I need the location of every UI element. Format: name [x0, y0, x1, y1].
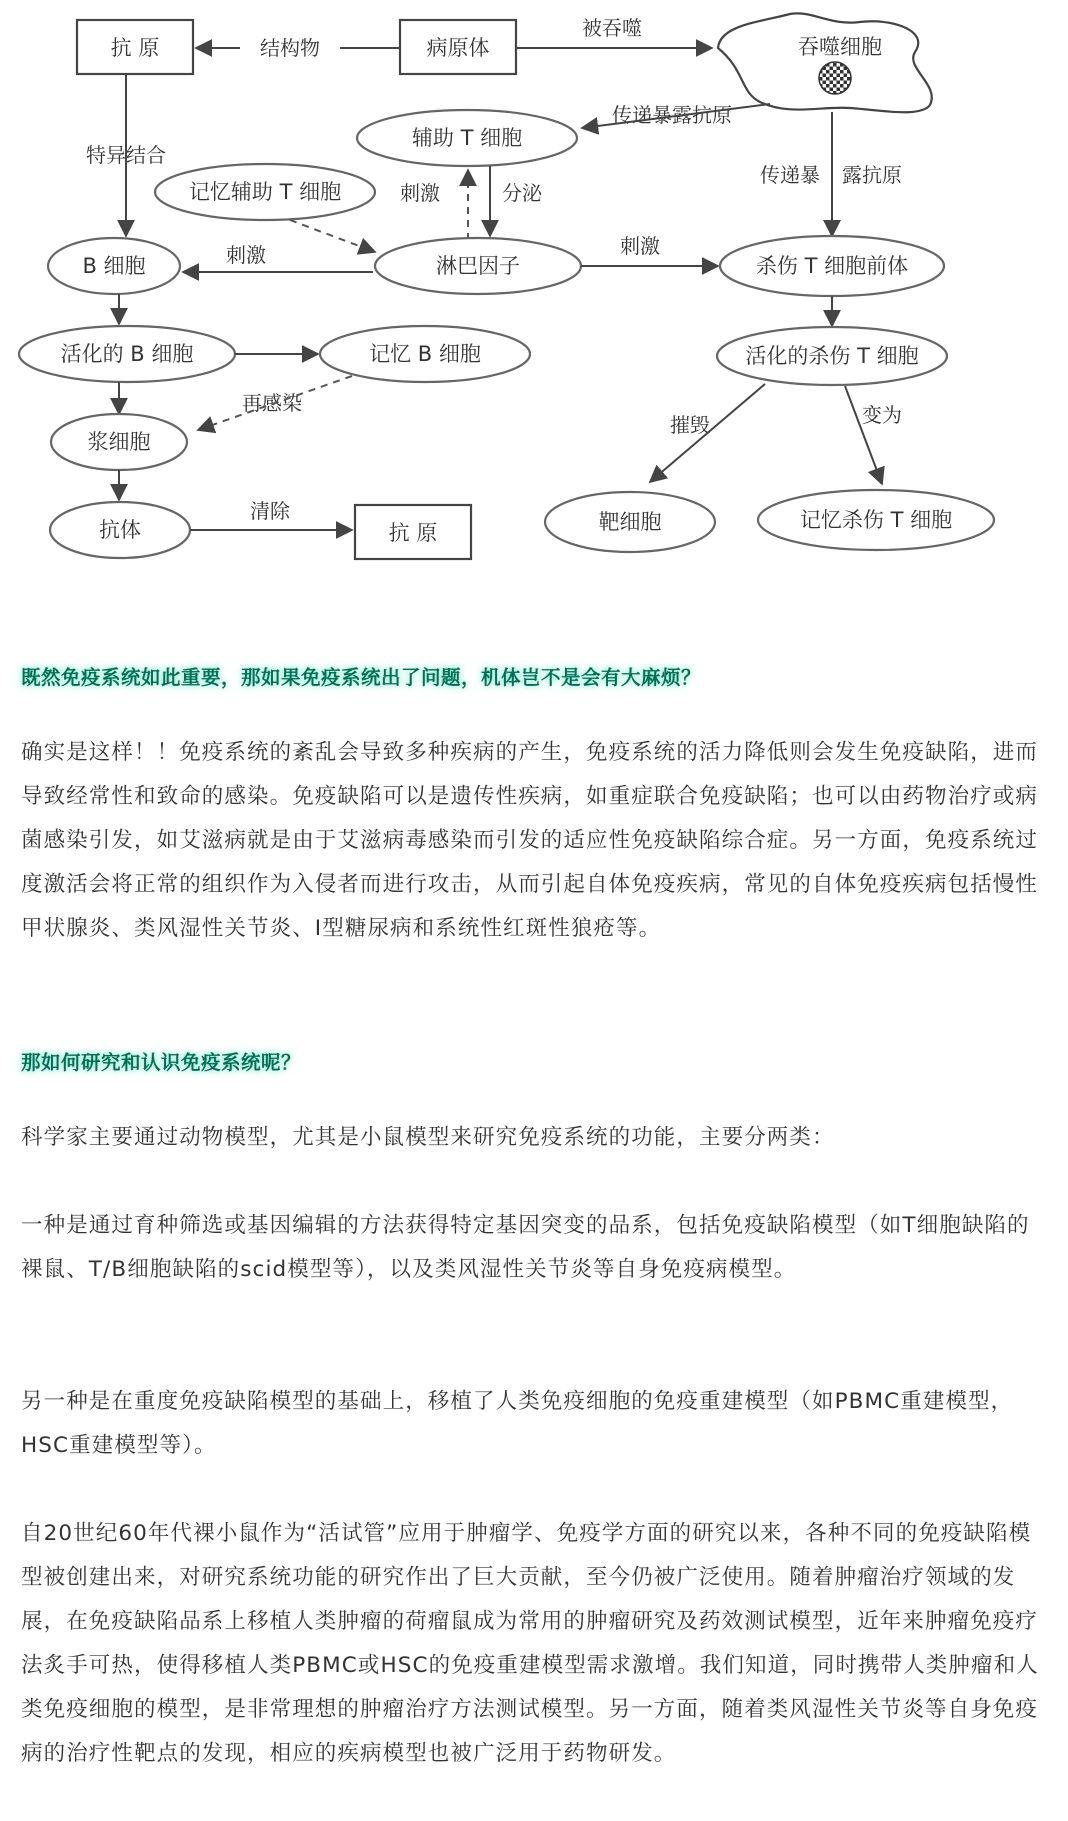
structure-label: 结构物 [260, 36, 320, 60]
paragraph-mutant-models: 一种是通过育种筛选或基因编辑的方法获得特定基因突变的品系，包括免疫缺陷模型（如T细胞缺陷的裸鼠、T/B细胞缺陷的scid模型等），以及类风湿性关节炎等自身免疫病模型。 [21, 1213, 1030, 1282]
stimulate-label-2: 刺激 [226, 243, 266, 267]
plasma-cell-label: 浆细胞 [87, 430, 151, 454]
secrete-label: 分泌 [502, 181, 542, 205]
paragraph-immune-disorders: 确实是这样！！免疫系统的紊乱会导致多种疾病的产生，免疫系统的活力降低则会发生免疫缺陷，进而导致经常性和致命的感染。免疫缺陷可以是遗传性疾病，如重症联合免疫缺陷；也可以由药物治疗或病菌感染引发，如艾滋病就是由于艾滋病毒感染而引发的适应性免疫缺陷综合症。另一方面，免疫系统过度激活会将正常的组织作为入侵者而进行攻击，从而引起自体免疫疾病，常见的自体免疫疾病包括慢性甲状腺炎、类风湿性关节炎、I型糖尿病和系统性红斑性狼疮等。 [21, 740, 1039, 941]
immune-response-diagram [0, 0, 1068, 610]
b-cell-label: B 细胞 [82, 254, 146, 278]
phagocyte-label: 吞噬细胞 [798, 35, 882, 59]
specific-binding-label: 特异结合 [86, 143, 166, 167]
stimulate-label-3: 刺激 [620, 234, 660, 258]
arrow-killer-to-target [650, 384, 765, 482]
antigen-top-label: 抗 原 [110, 36, 160, 60]
memory-killer-t-label: 记忆杀伤 T 细胞 [799, 508, 953, 532]
dash-memory-helper-to-lymphokine [290, 220, 375, 252]
arrow-killer-to-memory-killer [845, 386, 882, 484]
paragraph-history: 自20世纪60年代裸小鼠作为“活试管”应用于肿瘤学、免疫学方面的研究以来，各种不同的免疫缺陷模型被创建出来，对研究系统功能的研究作出了巨大贡献，至今仍被广泛使用。随着肿瘤治疗领域的发展，在免疫缺陷品系上移植人类肿瘤的荷瘤鼠成为常用的肿瘤研究及药效测试模型，近年来肿瘤免疫疗法炙手可热，使得移植人类PBMC或HSC的免疫重建模型需求激增。我们知道，同时携带人类肿瘤和人类免疫细胞的模型，是非常理想的肿瘤治疗方法测试模型。另一方面，随着类风湿性关节炎等自身免疫病的治疗性靶点的发现，相应的疾病模型也被广泛用于药物研发。 [21, 1521, 1039, 1766]
activated-b-label: 活化的 B 细胞 [60, 342, 194, 366]
clear-label: 清除 [250, 499, 290, 523]
present-exposed-label-1: 传递暴露抗原 [612, 103, 732, 127]
dash-memory-b-to-plasma [198, 376, 352, 430]
present-exposed-label-2a: 传递暴 [760, 163, 820, 187]
memory-helper-t-label: 记忆辅助 T 细胞 [188, 180, 342, 204]
pathogen-label: 病原体 [426, 36, 490, 60]
question-heading-1: 既然免疫系统如此重要，那如果免疫系统出了问题，机体岂不是会有大麻烦？ [21, 666, 702, 689]
stimulate-label-1: 刺激 [400, 181, 440, 205]
helper-t-label: 辅助 T 细胞 [411, 126, 523, 150]
memory-b-label: 记忆 B 细胞 [369, 342, 481, 366]
become-label: 变为 [862, 403, 902, 427]
antibody-label: 抗体 [99, 518, 141, 542]
present-exposed-label-2b: 露抗原 [842, 163, 902, 187]
phagocyte-nucleus [819, 62, 851, 94]
question-heading-2: 那如何研究和认识免疫系统呢？ [21, 1051, 302, 1074]
phagocyte-shape [718, 13, 932, 112]
killer-t-precursor-label: 杀伤 T 细胞前体 [755, 254, 909, 278]
paragraph-animal-models-intro: 科学家主要通过动物模型，尤其是小鼠模型来研究免疫系统的功能，主要分两类： [21, 1125, 835, 1150]
target-cell-label: 靶细胞 [598, 510, 662, 534]
paragraph-reconstruction-models: 另一种是在重度免疫缺陷模型的基础上，移植了人类免疫细胞的免疫重建模型（如PBMC重建模型，HSC重建模型等）。 [21, 1389, 1014, 1458]
lymphokine-label: 淋巴因子 [436, 254, 520, 278]
destroy-label: 摧毁 [670, 413, 710, 437]
activated-killer-t-label: 活化的杀伤 T 细胞 [745, 344, 919, 368]
phagocytosed-label: 被吞噬 [582, 16, 642, 40]
reinfection-label: 再感染 [242, 391, 302, 415]
antigen-bottom-label: 抗 原 [388, 521, 438, 545]
